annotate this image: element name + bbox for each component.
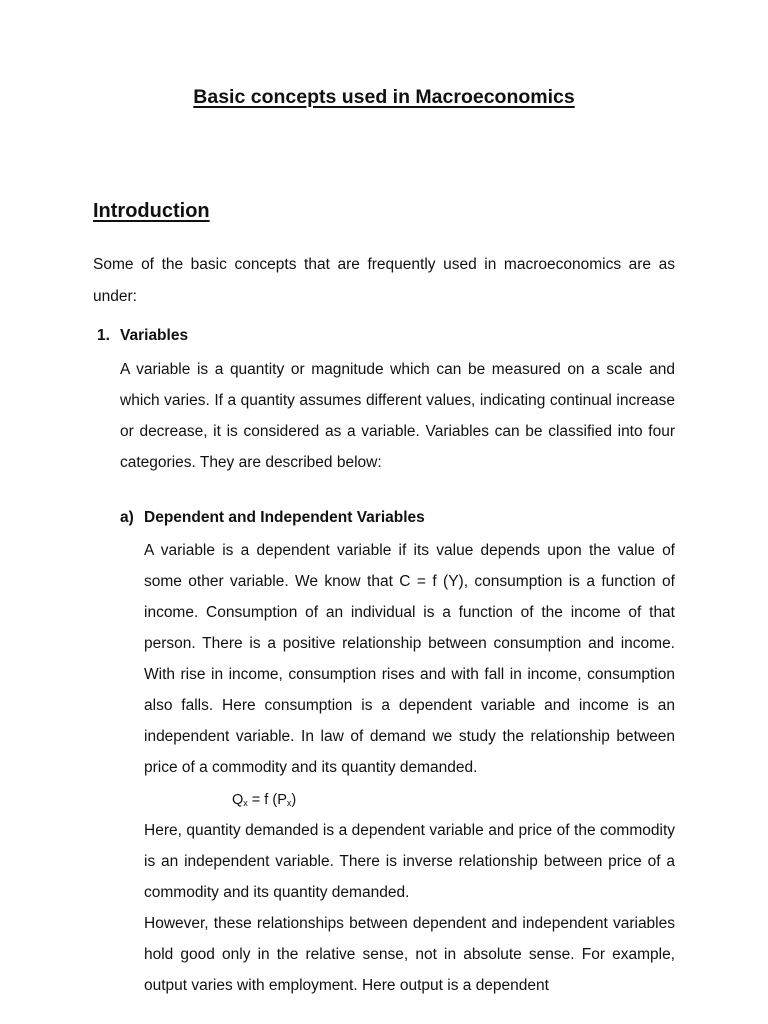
subitem-paragraph-3: However, these relationships between dependent and independent variables hold good only in the relative sense, not in absolute sense. For example, output varies with employment. Here output is a dependent (144, 915, 675, 994)
formula-middle: = f (P (247, 792, 287, 808)
list-item-title: Variables (120, 327, 189, 344)
section-heading-introduction: Introduction (93, 200, 210, 222)
list-item-number: 1. (97, 327, 110, 344)
subitem-title: Dependent and Independent Variables (144, 509, 425, 526)
intro-paragraph: Some of the basic concepts that are frequently used in macroeconomics are as under: (93, 256, 675, 305)
formula-lhs-subscript: x (243, 798, 248, 808)
formula-end: ) (291, 792, 297, 808)
subitem-label: a) (120, 509, 134, 526)
list-item-body: A variable is a quantity or magnitude which can be measured on a scale and which varies. If a quantity assumes different values, indicating continual increase or decrease, it is considered as a variable. Variables can be classified into four categories. They are described below: (120, 361, 675, 471)
document-title: Basic concepts used in Macroeconomics (193, 86, 575, 108)
subitem-paragraph-2: Here, quantity demanded is a dependent variable and price of the commodity is an independent variable. There is inverse relationship between price of a commodity and its quantity demanded. (144, 822, 675, 901)
formula-rhs-subscript: x (286, 798, 292, 808)
demand-formula (232, 788, 296, 815)
subitem-paragraph-1: A variable is a dependent variable if its value depends upon the value of some other variable. We know that C = f (Y), consumption is a function of income. Consumption of an individual is a function of the income of that person. There is a positive relationship between consumption and income. With rise in income, consumption rises and with fall in income, consumption also falls. Here consumption is a dependent variable and income is an independent variable. In law of demand we study the relationship between price of a commodity and its quantity demanded. (144, 542, 675, 776)
formula-lhs: Q (232, 792, 244, 808)
